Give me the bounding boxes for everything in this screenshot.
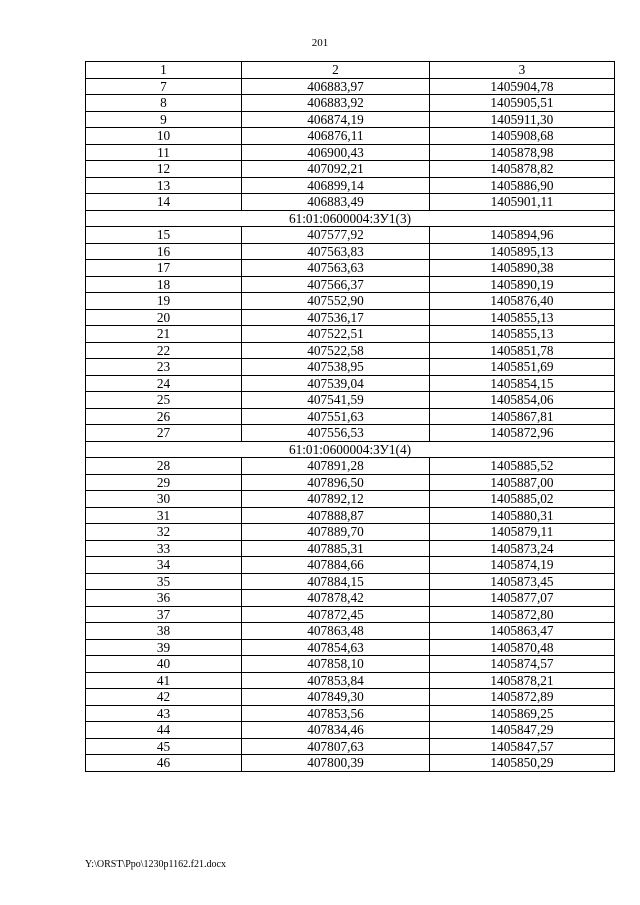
cell-x-coordinate: 407522,58: [242, 342, 430, 359]
cell-y-coordinate: 1405851,78: [430, 342, 615, 359]
cell-point-number: 12: [86, 161, 242, 178]
cell-y-coordinate: 1405855,13: [430, 326, 615, 343]
cell-y-coordinate: 1405876,40: [430, 293, 615, 310]
coordinates-table: [85, 61, 615, 772]
cell-y-coordinate: 1405908,68: [430, 128, 615, 145]
cell-point-number: 9: [86, 111, 242, 128]
cell-x-coordinate: 406899,14: [242, 177, 430, 194]
table-row: [86, 161, 615, 178]
page-number: 201: [311, 37, 329, 49]
cell-y-coordinate: 1405877,07: [430, 590, 615, 607]
cell-point-number: 11: [86, 144, 242, 161]
cell-x-coordinate: 406883,92: [242, 95, 430, 112]
section-row: [86, 441, 615, 458]
cell-x-coordinate: 407566,37: [242, 276, 430, 293]
table-row: [86, 722, 615, 739]
cell-point-number: 8: [86, 95, 242, 112]
table-row: [86, 95, 615, 112]
cell-x-coordinate: 407863,48: [242, 623, 430, 640]
cell-y-coordinate: 1405880,31: [430, 507, 615, 524]
cell-y-coordinate: 1405901,11: [430, 194, 615, 211]
table-row: [86, 639, 615, 656]
cell-point-number: 7: [86, 78, 242, 95]
table-row: [86, 623, 615, 640]
table-row: [86, 375, 615, 392]
table-row: [86, 144, 615, 161]
cell-point-number: 25: [86, 392, 242, 409]
cell-y-coordinate: 1405872,80: [430, 606, 615, 623]
cell-y-coordinate: 1405870,48: [430, 639, 615, 656]
footer-file-path: Y:\ORST\Ppo\1230p1162.f21.docx: [85, 859, 226, 870]
cell-point-number: 38: [86, 623, 242, 640]
table-row: [86, 309, 615, 326]
cell-y-coordinate: 1405890,19: [430, 276, 615, 293]
table-row: [86, 474, 615, 491]
table-row: [86, 326, 615, 343]
cell-point-number: 14: [86, 194, 242, 211]
cell-x-coordinate: 407539,04: [242, 375, 430, 392]
cell-y-coordinate: 1405847,29: [430, 722, 615, 739]
cell-point-number: 16: [86, 243, 242, 260]
cell-y-coordinate: 1405850,29: [430, 755, 615, 772]
section-label: 61:01:0600004:ЗУ1(3): [86, 210, 615, 227]
cell-x-coordinate: 407889,70: [242, 524, 430, 541]
cell-x-coordinate: 407522,51: [242, 326, 430, 343]
table-row: [86, 260, 615, 277]
cell-y-coordinate: 1405863,47: [430, 623, 615, 640]
cell-y-coordinate: 1405885,52: [430, 458, 615, 475]
cell-y-coordinate: 1405886,90: [430, 177, 615, 194]
table-row: [86, 524, 615, 541]
cell-y-coordinate: 1405904,78: [430, 78, 615, 95]
cell-y-coordinate: 1405873,45: [430, 573, 615, 590]
cell-x-coordinate: 407849,30: [242, 689, 430, 706]
cell-point-number: 36: [86, 590, 242, 607]
table-row: [86, 425, 615, 442]
cell-x-coordinate: 407884,15: [242, 573, 430, 590]
cell-x-coordinate: 407541,59: [242, 392, 430, 409]
cell-y-coordinate: 1405885,02: [430, 491, 615, 508]
section-row: [86, 210, 615, 227]
cell-point-number: 23: [86, 359, 242, 376]
cell-point-number: 20: [86, 309, 242, 326]
table-row: [86, 689, 615, 706]
cell-y-coordinate: 1405878,21: [430, 672, 615, 689]
cell-y-coordinate: 1405874,19: [430, 557, 615, 574]
cell-y-coordinate: 1405890,38: [430, 260, 615, 277]
header-cell-y: 3: [430, 62, 615, 79]
table-row: [86, 606, 615, 623]
table-row: [86, 705, 615, 722]
cell-x-coordinate: 407878,42: [242, 590, 430, 607]
cell-point-number: 37: [86, 606, 242, 623]
cell-point-number: 30: [86, 491, 242, 508]
cell-x-coordinate: 407538,95: [242, 359, 430, 376]
cell-point-number: 19: [86, 293, 242, 310]
table-row: [86, 590, 615, 607]
cell-y-coordinate: 1405887,00: [430, 474, 615, 491]
table-row: [86, 573, 615, 590]
table-row: [86, 342, 615, 359]
cell-x-coordinate: 407536,17: [242, 309, 430, 326]
cell-x-coordinate: 407092,21: [242, 161, 430, 178]
cell-y-coordinate: 1405869,25: [430, 705, 615, 722]
cell-point-number: 15: [86, 227, 242, 244]
header-cell-number: 1: [86, 62, 242, 79]
table-row: [86, 359, 615, 376]
cell-x-coordinate: 407563,63: [242, 260, 430, 277]
cell-x-coordinate: 407563,83: [242, 243, 430, 260]
cell-point-number: 39: [86, 639, 242, 656]
table-row: [86, 408, 615, 425]
cell-x-coordinate: 407834,46: [242, 722, 430, 739]
table-row: [86, 738, 615, 755]
table-row: [86, 755, 615, 772]
cell-point-number: 28: [86, 458, 242, 475]
section-label: 61:01:0600004:ЗУ1(4): [86, 441, 615, 458]
table-row: [86, 194, 615, 211]
table-row: [86, 177, 615, 194]
cell-point-number: 18: [86, 276, 242, 293]
cell-point-number: 31: [86, 507, 242, 524]
cell-point-number: 21: [86, 326, 242, 343]
cell-point-number: 27: [86, 425, 242, 442]
cell-point-number: 35: [86, 573, 242, 590]
table-row: [86, 227, 615, 244]
cell-y-coordinate: 1405905,51: [430, 95, 615, 112]
cell-point-number: 42: [86, 689, 242, 706]
cell-x-coordinate: 407888,87: [242, 507, 430, 524]
table-row: [86, 128, 615, 145]
cell-point-number: 26: [86, 408, 242, 425]
cell-point-number: 32: [86, 524, 242, 541]
cell-point-number: 22: [86, 342, 242, 359]
cell-y-coordinate: 1405872,89: [430, 689, 615, 706]
cell-y-coordinate: 1405895,13: [430, 243, 615, 260]
cell-x-coordinate: 407891,28: [242, 458, 430, 475]
cell-point-number: 10: [86, 128, 242, 145]
cell-y-coordinate: 1405854,06: [430, 392, 615, 409]
table-row: [86, 656, 615, 673]
table-row: [86, 111, 615, 128]
cell-y-coordinate: 1405872,96: [430, 425, 615, 442]
cell-point-number: 13: [86, 177, 242, 194]
cell-x-coordinate: 407853,84: [242, 672, 430, 689]
cell-x-coordinate: 407885,31: [242, 540, 430, 557]
cell-x-coordinate: 407884,66: [242, 557, 430, 574]
cell-y-coordinate: 1405911,30: [430, 111, 615, 128]
cell-point-number: 17: [86, 260, 242, 277]
cell-x-coordinate: 407556,53: [242, 425, 430, 442]
table-row: [86, 293, 615, 310]
table-row: [86, 243, 615, 260]
cell-point-number: 43: [86, 705, 242, 722]
cell-x-coordinate: 407577,92: [242, 227, 430, 244]
table-row: [86, 507, 615, 524]
cell-point-number: 24: [86, 375, 242, 392]
cell-point-number: 33: [86, 540, 242, 557]
table-row: [86, 276, 615, 293]
cell-x-coordinate: 406876,11: [242, 128, 430, 145]
cell-x-coordinate: 407854,63: [242, 639, 430, 656]
table-row: [86, 672, 615, 689]
cell-point-number: 44: [86, 722, 242, 739]
table-row: [86, 491, 615, 508]
cell-x-coordinate: 407552,90: [242, 293, 430, 310]
cell-y-coordinate: 1405874,57: [430, 656, 615, 673]
header-cell-x: 2: [242, 62, 430, 79]
cell-y-coordinate: 1405867,81: [430, 408, 615, 425]
cell-point-number: 34: [86, 557, 242, 574]
cell-y-coordinate: 1405879,11: [430, 524, 615, 541]
cell-x-coordinate: 406874,19: [242, 111, 430, 128]
cell-x-coordinate: 406883,97: [242, 78, 430, 95]
cell-x-coordinate: 406900,43: [242, 144, 430, 161]
table-row: [86, 557, 615, 574]
cell-x-coordinate: 407807,63: [242, 738, 430, 755]
cell-y-coordinate: 1405894,96: [430, 227, 615, 244]
cell-y-coordinate: 1405855,13: [430, 309, 615, 326]
cell-point-number: 41: [86, 672, 242, 689]
table-row: [86, 540, 615, 557]
cell-y-coordinate: 1405873,24: [430, 540, 615, 557]
table-row: [86, 78, 615, 95]
cell-point-number: 45: [86, 738, 242, 755]
cell-x-coordinate: 407853,56: [242, 705, 430, 722]
cell-x-coordinate: 407551,63: [242, 408, 430, 425]
cell-x-coordinate: 407872,45: [242, 606, 430, 623]
table-row: [86, 458, 615, 475]
cell-y-coordinate: 1405847,57: [430, 738, 615, 755]
cell-x-coordinate: 407858,10: [242, 656, 430, 673]
cell-y-coordinate: 1405878,82: [430, 161, 615, 178]
cell-y-coordinate: 1405854,15: [430, 375, 615, 392]
coordinates-table-body: [86, 62, 615, 772]
cell-point-number: 46: [86, 755, 242, 772]
cell-x-coordinate: 407800,39: [242, 755, 430, 772]
cell-x-coordinate: 407892,12: [242, 491, 430, 508]
cell-y-coordinate: 1405878,98: [430, 144, 615, 161]
table-row: [86, 392, 615, 409]
table-header-row: [86, 62, 615, 79]
cell-y-coordinate: 1405851,69: [430, 359, 615, 376]
cell-point-number: 40: [86, 656, 242, 673]
cell-x-coordinate: 407896,50: [242, 474, 430, 491]
cell-point-number: 29: [86, 474, 242, 491]
cell-x-coordinate: 406883,49: [242, 194, 430, 211]
